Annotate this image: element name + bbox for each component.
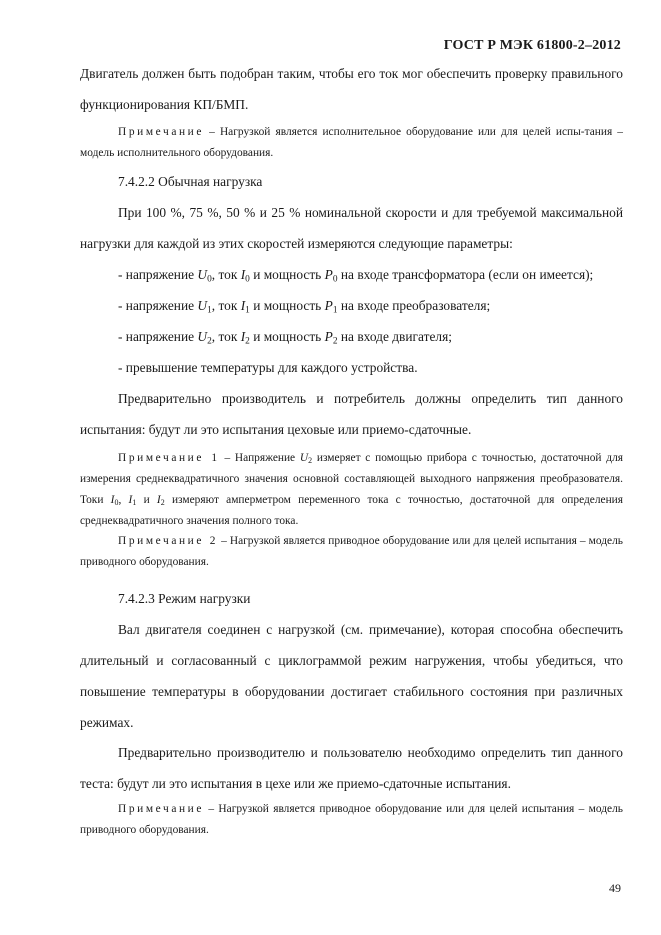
page-number: 49 xyxy=(609,881,621,895)
list-item-motor-input: - напряжение $U_2$, ток $I_2$ и мощность $P_2$ на входе двигателя; xyxy=(118,329,452,347)
paragraph-test-type-2 xyxy=(80,737,623,799)
standard-header: ГОСТ Р МЭК 61800-2–2012 xyxy=(443,38,621,53)
paragraph-measurement-conditions xyxy=(80,197,623,259)
paragraph-text: При 100 %, 75 %, 50 % и 25 % номинальной скорости и для требуемой максимальной нагрузки для каждой из этих скоростей измеряются следующие параметры: xyxy=(80,205,623,251)
paragraph-test-type xyxy=(80,383,623,445)
paragraph-text: Двигатель должен быть подобран таким, чтобы его ток мог обеспечить проверку правильного функционирования КП/БМП. xyxy=(80,66,623,112)
note-label: Примечание 1 xyxy=(118,452,220,464)
paragraph-text: Предварительно производитель и потребитель должны определить тип данного испытания: будут ли это испытания цеховые или приемо-сдаточные. xyxy=(80,391,623,437)
section-heading-normal-load xyxy=(80,166,623,197)
note-text: – Нагрузкой является приводное оборудование или для целей испытания – модель приводного оборудования. xyxy=(80,535,623,568)
note-text: – Нагрузкой является приводное оборудование или для целей испытания – модель приводного оборудования. xyxy=(80,803,623,836)
paragraph-text: Предварительно производителю и пользователю необходимо определить тип данного теста: будут ли это испытания в цехе или же приемо-сдаточные испытания. xyxy=(80,745,623,791)
note-label: Примечание xyxy=(118,126,205,138)
note-label: Примечание xyxy=(118,803,205,815)
paragraph-motor-shaft xyxy=(80,614,623,738)
note-2-load-drive xyxy=(80,531,623,573)
note-label: Примечание 2 xyxy=(118,535,218,547)
section-title: 7.4.2.3 Режим нагрузки xyxy=(118,591,251,606)
list-measured-parameters xyxy=(80,259,623,383)
section-title: 7.4.2.2 Обычная нагрузка xyxy=(118,174,263,189)
paragraph-text: Вал двигателя соединен с нагрузкой (см. примечание), которая способна обеспечить длительный и согласованный с циклограммой режим нагружения, чтобы убедиться, что повышение температуры в оборудовании достигает стабильного состояния при различных режимах. xyxy=(80,622,623,730)
paragraph-motor-selection xyxy=(80,58,623,120)
note-text: – Нагрузкой является исполнительное оборудование или для целей испы-тания – модель исполнительного оборудования. xyxy=(80,126,623,159)
list-item-transformer-input: - напряжение $U_0$, ток $I_0$ и мощность $P_0$ на входе трансформатора (если он имеется); xyxy=(118,267,594,285)
list-item-temperature-rise: - превышение температуры для каждого устройства. xyxy=(118,360,418,375)
note-1-voltage-measurement: Примечание 1 – Напряжение $U_2$ измеряет с помощью прибора с точностью, достаточной для измерения среднеквадратичного значения основной составляющей выходного напряжения преобразователя. Токи $I_0$, $I_1$ и $I_2$ измеряют амперметром переменного тока с точностью, достаточной для определения среднеквадратичного значения полного тока. xyxy=(80,452,623,527)
note-load-drive-final xyxy=(80,799,623,841)
note-load-actuator xyxy=(80,122,623,164)
list-item-converter-input: - напряжение $U_1$, ток $I_1$ и мощность $P_1$ на входе преобразователя; xyxy=(118,298,491,316)
section-heading-load-mode xyxy=(80,583,623,614)
